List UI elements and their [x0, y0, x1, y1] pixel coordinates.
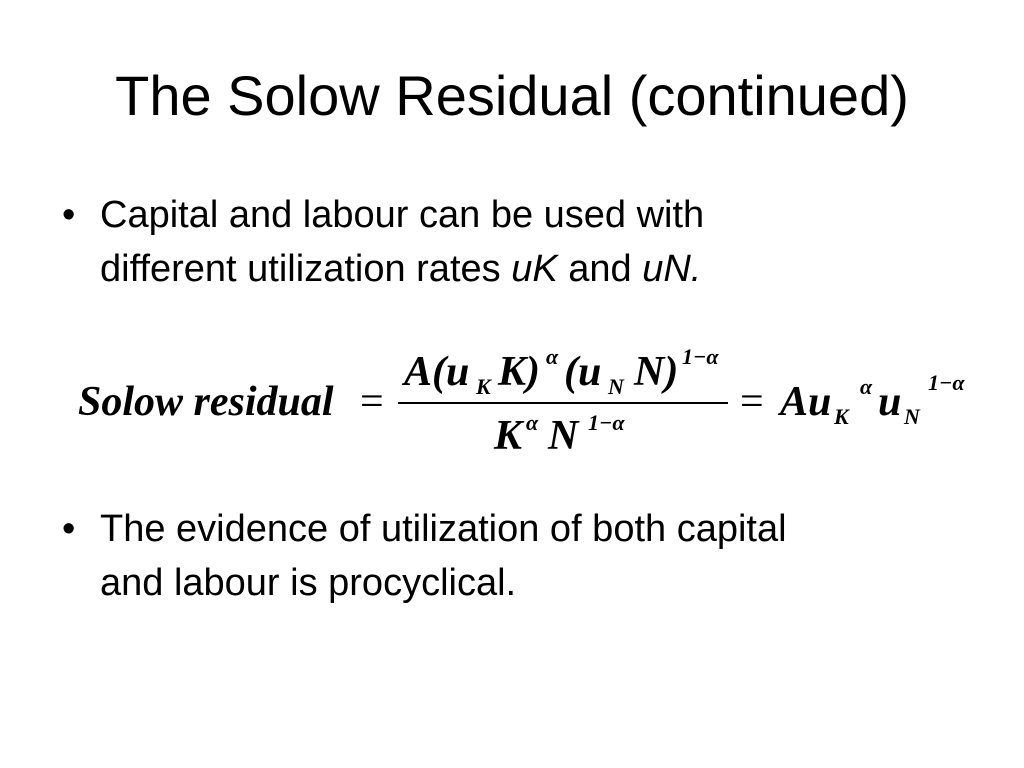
- rhs-au: Au: [780, 379, 832, 425]
- fraction-bar: [398, 402, 728, 404]
- var-un: uN.: [642, 248, 702, 290]
- rhs-u: u: [878, 379, 902, 425]
- denominator-n: N: [548, 413, 579, 459]
- numerator-a: A(u: [404, 349, 470, 395]
- numerator-n-subscript: N: [608, 374, 624, 399]
- numerator-k-subscript: K: [476, 374, 491, 399]
- var-uk: uK: [511, 248, 558, 290]
- bullet-marker: •: [62, 194, 76, 236]
- bullet-text: [100, 502, 960, 610]
- bullet-1-line-1: Capital and labour can be used with: [100, 194, 705, 236]
- rhs-alpha: α: [860, 374, 873, 399]
- bullet-2-line-2: and labour is procyclical.: [100, 562, 517, 604]
- numerator-open: (u: [564, 349, 602, 395]
- bullet-1-prefix: different utilization rates: [100, 248, 512, 290]
- bullet-1-and: and: [557, 248, 643, 290]
- rhs-n-subscript: N: [904, 404, 920, 429]
- equals-sign: =: [360, 379, 384, 425]
- slide-title: The Solow Residual (continued): [115, 64, 909, 127]
- bullet-marker: •: [62, 508, 76, 550]
- denominator-alpha: α: [526, 410, 539, 435]
- equation-lhs: Solow residual: [78, 379, 334, 425]
- numerator-alpha: α: [546, 344, 559, 369]
- rhs-k-subscript: K: [834, 404, 849, 429]
- numerator-k: K): [498, 349, 540, 395]
- rhs-exponent: 1−α: [928, 370, 965, 395]
- denominator-exponent: 1−α: [588, 410, 625, 435]
- numerator-exponent: 1−α: [682, 344, 719, 369]
- bullet-2-line-1: The evidence of utilization of both capital: [100, 508, 787, 550]
- numerator-n: N): [634, 349, 679, 395]
- denominator-k: K: [494, 413, 523, 459]
- equals-sign-2: =: [740, 379, 764, 425]
